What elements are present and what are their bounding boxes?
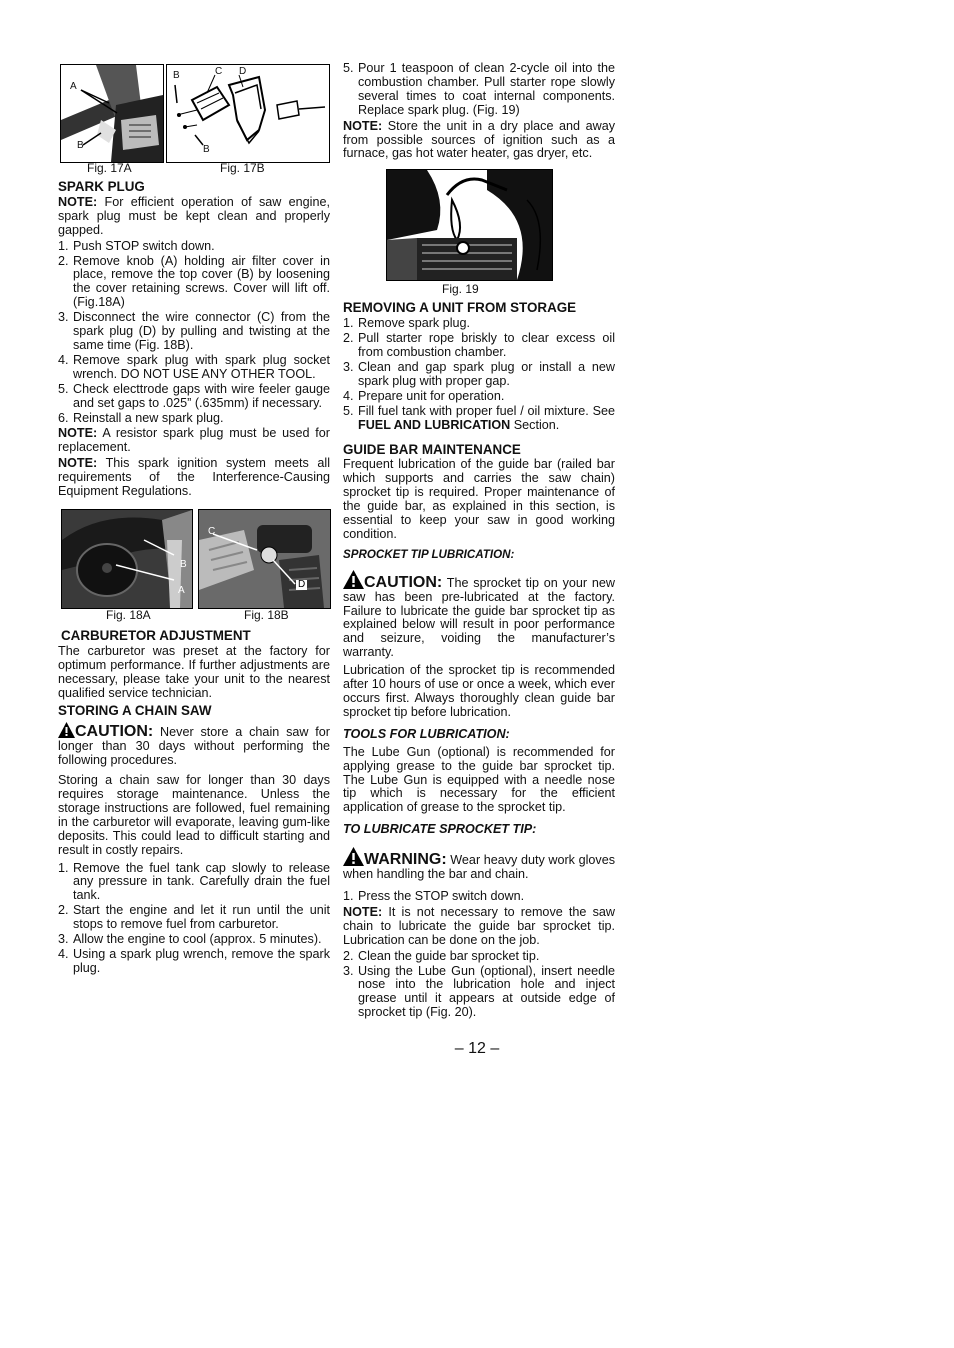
step-text: Using the Lube Gun (optional), insert needle nose into the lubrication hole and inject grease until it appears at outside edge of sprocket tip (Fig. 20). <box>358 963 615 1020</box>
step-number: 3. <box>343 359 354 374</box>
step-text: Using a spark plug wrench, remove the spark plug. <box>73 946 330 975</box>
note-text: A resistor spark plug must be used for replacement. <box>58 426 330 455</box>
step-text: Section. <box>510 417 560 432</box>
fig18b-caption: Fig. 18B <box>244 607 289 622</box>
step-text: Check electtrode gaps with wire feeler gauge and set gaps to .025” (.635mm) if necessary. <box>73 381 330 410</box>
list-item <box>58 383 330 411</box>
fig17-row <box>58 62 330 162</box>
to-lubricate-subheading: TO LUBRICATE SPROCKET TIP: <box>343 822 537 837</box>
lubricate-steps-2 <box>343 950 615 1021</box>
step-number: 1. <box>58 860 69 875</box>
storing-note <box>343 120 615 162</box>
caution-text: The sprocket tip on your new saw has been pre-lubricated at the factory. Failure to lubricate the guide bar sprocket tip as explained below will result in poor performance and seizure, voiding the manufacturer’s warranty. <box>343 575 615 660</box>
list-item <box>58 412 330 426</box>
note-label: NOTE: <box>343 904 383 919</box>
fig19-drawing <box>387 170 552 280</box>
list-item <box>343 890 615 904</box>
guide-bar-text: Frequent lubrication of the guide bar (railed bar which supports and carries the saw chain) sprocket tip is required. Proper maintenance of the guide bar, as explained in this section, is essential to keep your saw in good working condition. <box>343 457 615 541</box>
guide-bar-caution <box>343 570 615 660</box>
removing-steps <box>343 317 615 432</box>
step-number: 3. <box>58 932 69 947</box>
note-text: Store the unit in a dry place and away from possible sources of ignition such as a furnace, gas hot water heater, gas dryer, etc. <box>343 118 615 161</box>
list-item <box>58 311 330 353</box>
warning-text: Wear heavy duty work gloves when handling the bar and chain. <box>343 853 615 882</box>
fig17b-caption: Fig. 17B <box>220 161 265 175</box>
list-item <box>58 240 330 254</box>
fig17a-label-b: B <box>77 140 84 151</box>
warning-word: WARNING: <box>364 851 447 869</box>
guide-bar-heading: GUIDE BAR MAINTENANCE <box>343 441 521 457</box>
page-number: – 12 – <box>454 1040 500 1057</box>
list-item <box>58 948 330 976</box>
fig17b-drawing <box>167 65 329 162</box>
spark-plug-heading: SPARK PLUG <box>58 179 145 194</box>
fig18b-label-d: D <box>298 578 306 590</box>
list-item <box>343 965 615 1021</box>
step-text: Push STOP switch down. <box>73 238 215 253</box>
fig18a-label-a: A <box>178 584 185 596</box>
step-number: 1. <box>58 238 69 253</box>
step-number: 2. <box>58 903 69 918</box>
step-text: Clean the guide bar sprocket tip. <box>358 948 540 963</box>
spark-plug-note-2 <box>58 427 330 455</box>
note-text: For efficient operation of saw engine, spark plug must be kept clean and properly gapped. <box>58 194 330 237</box>
guide-bar-warning <box>343 847 615 882</box>
fig18b-drawing <box>199 510 330 608</box>
step-number: 1. <box>343 888 354 903</box>
step-text: Fill fuel tank with proper fuel / oil mixture. See <box>358 403 615 418</box>
step-text: Remove knob (A) holding air filter cover in place, remove the top cover (B) by loosening the cover retaining screws. Cover will lift off. (Fig.18A) <box>73 253 330 310</box>
list-item <box>58 862 330 904</box>
tools-subheading: TOOLS FOR LUBRICATION: <box>343 726 510 741</box>
step-number: 3. <box>343 963 354 978</box>
step-text: Remove the fuel tank cap slowly to release any pressure in tank. Carefully drain the fuel tank. <box>73 860 330 903</box>
list-item <box>343 317 615 331</box>
fig18a-caption: Fig. 18A <box>106 607 151 622</box>
lubricate-steps-1 <box>343 890 615 904</box>
step-text: Clean and gap spark plug or install a new spark plug with proper gap. <box>358 359 615 388</box>
caution-word: CAUTION: <box>364 573 443 591</box>
step-text: Prepare unit for operation. <box>358 388 505 403</box>
list-item <box>343 361 615 389</box>
list-item <box>343 405 615 433</box>
fig17b-label-b-top: B <box>173 70 180 81</box>
step-text: Allow the engine to cool (approx. 5 minutes). <box>73 932 322 947</box>
fig17b-image <box>166 64 330 163</box>
fig18a-drawing <box>62 510 192 608</box>
list-item <box>58 255 330 311</box>
list-item <box>343 390 615 404</box>
list-item <box>58 933 330 947</box>
fig19-caption-row <box>343 283 615 297</box>
step-text: Pour 1 teaspoon of clean 2-cycle oil into the combustion chamber. Pull starter rope slowly several times to coat internal components. Replace spark plug. (Fig. 19) <box>358 61 615 117</box>
step-number: 4. <box>343 388 354 403</box>
fig17b-label-b-bottom: B <box>203 144 210 155</box>
caution-text: Never store a chain saw for longer than 30 days without performing the following procedures. <box>58 725 330 768</box>
spark-plug-note-1 <box>58 196 330 238</box>
fig17-captions <box>58 162 330 176</box>
list-item <box>343 62 615 118</box>
note-text: This spark ignition system meets all requirements of the Interference-Causing Equipment Regulations. <box>58 456 330 499</box>
fig18-captions <box>58 609 330 623</box>
fig17b-label-d: D <box>239 66 247 77</box>
storing-steps-continued <box>343 62 615 118</box>
tools-text: The Lube Gun (optional) is recommended for applying grease to the guide bar sprocket tip. The Lube Gun is equipped with a needle nose tip which is necessary for the efficient application of grease to the sprocket tip. <box>343 744 615 815</box>
lubrication-text: Lubrication of the sprocket tip is recommended after 10 hours of use or once a week, which ever occurs first. Always thoroughly clean guide bar sprocket tip before lubrication. <box>343 663 615 719</box>
note-label: NOTE: <box>58 194 98 209</box>
step-text: Reinstall a new spark plug. <box>73 410 224 425</box>
step-number: 4. <box>58 352 69 367</box>
fig17a-caption: Fig. 17A <box>87 161 132 175</box>
lubricate-note <box>343 906 615 948</box>
carburetor-heading: CARBURETOR ADJUSTMENT <box>61 627 251 643</box>
section-reference: FUEL AND LUBRICATION <box>358 417 511 432</box>
fig19-caption: Fig. 19 <box>442 282 479 297</box>
step-number: 3. <box>58 310 69 325</box>
step-number: 2. <box>58 253 69 268</box>
step-number: 5. <box>58 381 69 396</box>
fig18b-label-c: C <box>208 525 216 537</box>
right-column <box>343 62 615 1022</box>
step-number: 1. <box>343 316 354 331</box>
step-number: 2. <box>343 331 354 346</box>
step-text: Disconnect the wire connector (C) from the spark plug (D) by pulling and twisting at the same time (Fig. 18B). <box>73 310 330 352</box>
storing-heading: STORING A CHAIN SAW <box>58 703 212 719</box>
fig18b-image <box>198 509 331 609</box>
carburetor-text: The carburetor was preset at the factory for optimum performance. If further adjustments are necessary, please take your unit to the nearest qualified service technician. <box>58 643 330 700</box>
step-number: 5. <box>343 61 354 75</box>
step-text: Start the engine and let it run until the unit stops to remove fuel from carburetor. <box>73 903 330 932</box>
fig17b-label-c: C <box>215 66 223 77</box>
step-text: Press the STOP switch down. <box>358 888 525 903</box>
step-text: Remove spark plug. <box>358 316 470 331</box>
left-column <box>58 62 330 978</box>
list-item <box>343 950 615 964</box>
step-text: Remove spark plug with spark plug socket wrench. DO NOT USE ANY OTHER TOOL. <box>73 352 330 381</box>
note-label: NOTE: <box>58 456 98 471</box>
warning-icon <box>343 847 364 866</box>
note-text: It is not necessary to remove the saw chain to lubricate the guide bar sprocket tip. Lubrication can be done on the job. <box>343 904 615 947</box>
note-label: NOTE: <box>58 426 98 441</box>
caution-icon <box>58 722 75 738</box>
fig18a-image <box>61 509 193 609</box>
spark-plug-note-3 <box>58 457 330 499</box>
fig18-row <box>58 509 330 609</box>
step-number: 4. <box>58 946 69 961</box>
step-text: Pull starter rope briskly to clear excess oil from combustion chamber. <box>358 331 615 360</box>
storing-caution <box>58 722 330 768</box>
removing-heading: REMOVING A UNIT FROM STORAGE <box>343 300 577 316</box>
step-number: 5. <box>343 403 354 418</box>
step-number: 6. <box>58 410 69 425</box>
storing-paragraph: Storing a chain saw for longer than 30 days requires storage maintenance. Unless the storage instructions are followed, fuel remaining in the carburetor will evaporate, leaving gum-like deposits. This could lead to difficult starting and result in costly repairs. <box>58 773 330 857</box>
note-label: NOTE: <box>343 118 383 133</box>
step-number: 2. <box>343 948 354 963</box>
list-item <box>58 354 330 382</box>
fig18a-label-b: B <box>180 558 187 570</box>
caution-icon <box>343 570 364 589</box>
spark-plug-steps <box>58 240 330 426</box>
list-item <box>58 904 330 932</box>
fig19-image <box>386 169 553 281</box>
caution-word: CAUTION: <box>75 723 154 741</box>
fig17a-image <box>60 64 164 163</box>
sprocket-tip-subheading: SPROCKET TIP LUBRICATION: <box>343 547 515 561</box>
list-item <box>343 332 615 360</box>
storing-steps <box>58 862 330 976</box>
fig17a-label-a: A <box>70 81 77 92</box>
